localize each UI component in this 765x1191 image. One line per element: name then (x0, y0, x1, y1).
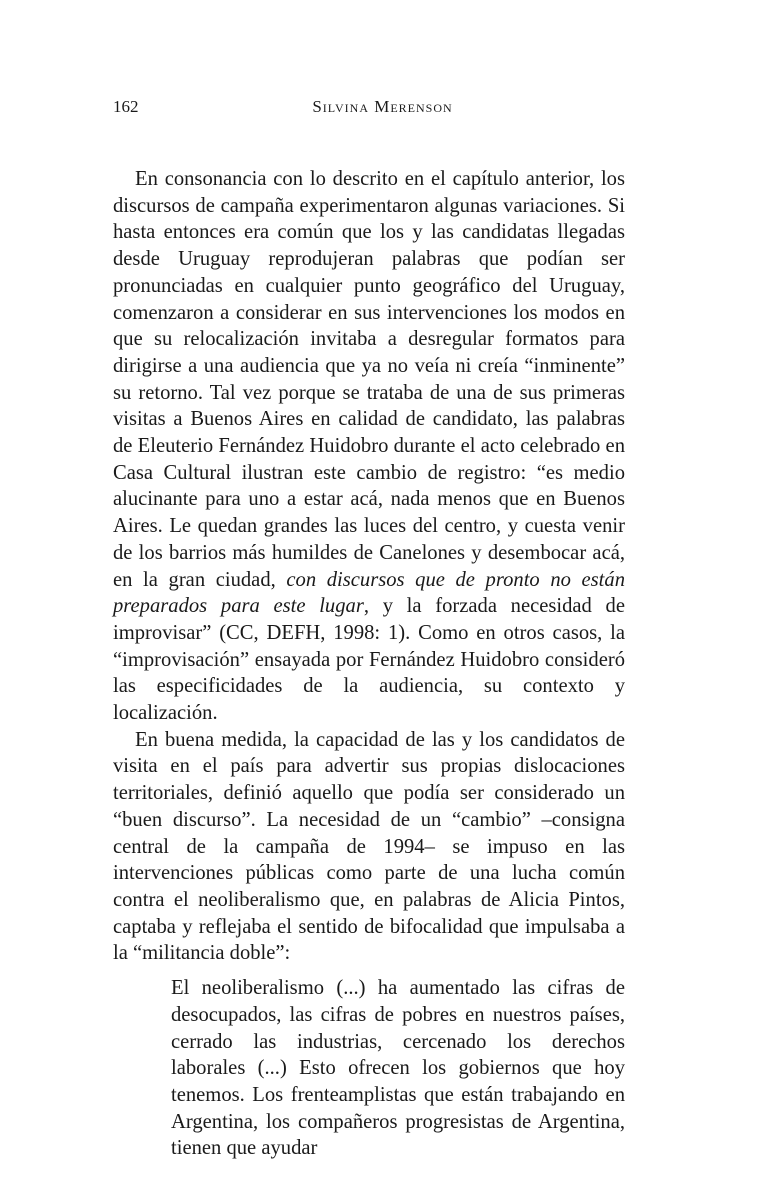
body-text (113, 166, 625, 1162)
paragraph-1-text-a: En consonancia con lo descrito en el capítulo anterior, los discursos de campaña experimentaron algunas variaciones. Si hasta entonces era común que los y las candidatas llegadas desde Uruguay reprodujeran palabras que podían ser pronunciadas en cualquier punto geográfico del Uruguay, comenzaron a considerar en sus intervenciones los modos en que su relocalización invitaba a desregular formatos para dirigirse a una audiencia que ya no veía ni creía “inminente” su retorno. Tal vez porque se trataba de una de sus primeras visitas a Buenos Aires en calidad de candidato, las palabras de Eleuterio Fernández Huidobro durante el acto celebrado en Casa Cultural ilustran este cambio de registro: “es medio alucinante para uno a estar acá, nada menos que en Buenos Aires. Le quedan grandes las luces del centro, y cuesta venir de los barrios más humildes de Canelones y desembocar acá, en la gran ciudad, (113, 168, 625, 591)
paragraph-1-italic-quote: con discursos que de pronto no están preparados para este lugar (113, 568, 625, 618)
page-header (113, 97, 652, 121)
block-quote: El neoliberalismo (...) ha aumentado las cifras de desocupados, las cifras de pobres en nuestros países, cerrado las industrias, cercenado los derechos laborales (...) Esto ofrecen los gobiernos que hoy tenemos. Los frenteamplistas que están trabajando en Argentina, los compañeros progresistas de Argentina, tienen que ayudar (171, 977, 625, 1160)
page-number: 162 (113, 97, 139, 116)
paragraph-1-text-b: , y la forzada necesidad de improvisar” (CC, DEFH, 1998: 1). Como en otros casos, la “improvisación” ensayada por Fernández Huidobro consideró las especificidades de la audiencia, su contexto y localización. (113, 595, 625, 725)
running-head: Silvina Merenson (312, 97, 453, 116)
paragraph-1 (113, 166, 625, 727)
paragraph-2: En buena medida, la capacidad de las y los candidatos de visita en el país para advertir sus propias dislocaciones territoriales, definió aquello que podía ser considerado un “buen discurso”. La necesidad de un “cambio” –consigna central de la campaña de 1994– se impuso en las intervenciones públicas como parte de una lucha común contra el neoliberalismo que, en palabras de Alicia Pintos, captaba y reflejaba el sentido de bifocalidad que impulsaba a la “militancia doble”: (113, 728, 625, 965)
